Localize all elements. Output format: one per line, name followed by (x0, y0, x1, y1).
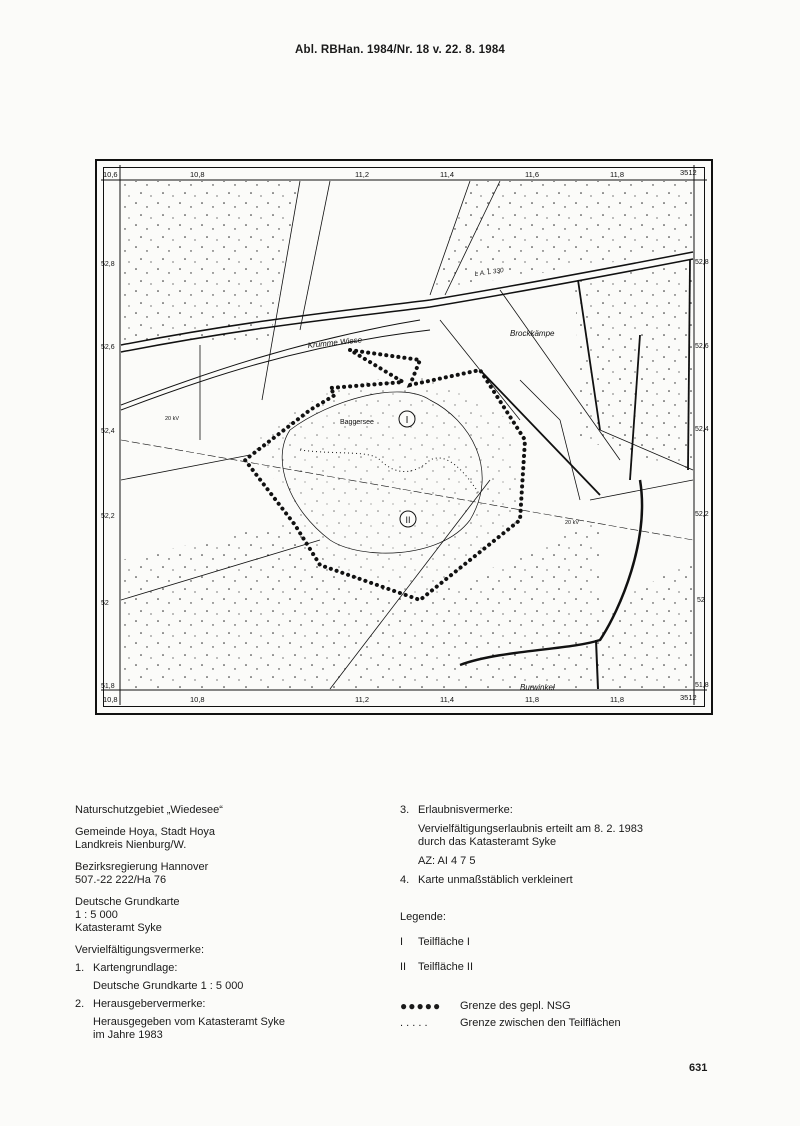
item-text: Karte unmaßstäblich verkleinert (418, 874, 573, 886)
legend-symbol: . . . . . (400, 1017, 428, 1029)
base-map-type: Deutsche Grundkarte (75, 896, 180, 908)
tick-label: 51,8 (695, 682, 709, 689)
map-left-ticks (101, 261, 115, 690)
tick-label: 11,8 (610, 170, 625, 179)
item-1 (75, 962, 375, 975)
tick-label: 3512 (680, 693, 697, 702)
area-marker-two (400, 511, 416, 527)
tick-label: 52,6 (695, 343, 709, 350)
legend-symbol: II (400, 961, 407, 973)
map-right-ticks (695, 259, 709, 689)
legend-heading: Legende: (400, 911, 446, 923)
item-3 (400, 804, 720, 817)
place-burwinkel: Burwinkel (520, 683, 555, 692)
tick-label: 52,6 (101, 344, 115, 351)
legend-text: Teilfläche I (418, 936, 470, 948)
legend-text: Grenze zwischen den Teilflächen (460, 1017, 621, 1029)
tick-label: 3512 (680, 168, 697, 177)
cadastre: Katasteramt Syke (75, 922, 162, 934)
item-number: 4. (400, 874, 410, 886)
voltage-label: 20 kV (165, 416, 180, 422)
file-reference: 507.-22 222/Ha 76 (75, 874, 167, 886)
tick-label: 52,8 (101, 261, 115, 268)
item-3-text: durch das Katasteramt Syke (418, 836, 557, 848)
item-number: 1. (75, 962, 85, 974)
legend-text: Grenze des gepl. NSG (460, 1000, 571, 1012)
tick-label: 52,2 (695, 511, 709, 518)
item-2 (75, 998, 375, 1011)
legend-text: Teilfläche II (418, 961, 474, 973)
map-top-ticks (103, 168, 697, 179)
district: Landkreis Nienburg/W. (75, 839, 187, 851)
tick-label: 52 (697, 597, 705, 604)
area-label-one: I (405, 415, 409, 426)
place-brockkaempe: Brockkämpe (510, 329, 555, 338)
tick-label: 11,2 (355, 170, 370, 179)
place-krumme-wiese: Krumme Wiese (307, 335, 363, 350)
scale: 1 : 5 000 (75, 909, 118, 921)
tick-label: 52 (101, 600, 109, 607)
map-bottom-ticks (103, 693, 697, 704)
tick-label: 10,8 (190, 170, 205, 179)
voltage-label: 20 kV (565, 520, 580, 526)
tick-label: 52,4 (101, 428, 115, 435)
map-drawing (101, 165, 707, 705)
page-number: 631 (689, 1062, 708, 1074)
road-label: L A. L 330 (474, 266, 505, 278)
page-header: Abl. RBHan. 1984/Nr. 18 v. 22. 8. 1984 (294, 44, 506, 56)
item-1-text: Deutsche Grundkarte 1 : 5 000 (93, 980, 244, 992)
copy-notes-heading: Vervielfältigungsvermerke: (75, 944, 205, 956)
right-column (400, 804, 720, 1030)
item-label: Kartengrundlage: (93, 962, 178, 974)
item-number: 3. (400, 804, 410, 816)
item-label: Erlaubnisvermerke: (418, 804, 513, 816)
tick-label: 51,8 (101, 683, 115, 690)
area-marker-one (399, 411, 415, 427)
reserve-title: Naturschutzgebiet „Wiedesee“ (75, 804, 223, 816)
tick-label: 10,6 (103, 170, 118, 179)
place-baggersee: Baggersee (340, 419, 374, 426)
authority: Bezirksregierung Hannover (75, 861, 209, 873)
tick-label: 52,4 (695, 426, 709, 433)
item-3-text: Vervielfältigungserlaubnis erteilt am 8. 2. 1983 (418, 823, 644, 835)
tick-label: 10,8 (103, 695, 118, 704)
item-4 (400, 874, 720, 887)
legend-symbol: ●●●●● (400, 999, 442, 1013)
tick-label: 52,8 (695, 259, 709, 266)
legend-row-two (400, 961, 720, 974)
municipality: Gemeinde Hoya, Stadt Hoya (75, 826, 216, 838)
item-number: 2. (75, 998, 85, 1010)
tick-label: 11,4 (440, 170, 455, 179)
legend-row-divider (400, 1017, 720, 1030)
item-3-ref: AZ: AI 4 7 5 (418, 855, 476, 867)
tick-label: 11,8 (610, 695, 625, 704)
left-column (75, 804, 375, 1042)
tick-label: 10,8 (190, 695, 205, 704)
item-2-text: Herausgegeben vom Katasteramt Syke (93, 1016, 285, 1028)
tick-label: 11,8 (525, 695, 540, 704)
legend-row-one (400, 936, 720, 949)
tick-label: 11,4 (440, 695, 455, 704)
area-label-two: II (405, 515, 411, 525)
item-2-text: im Jahre 1983 (93, 1029, 163, 1041)
tick-label: 11,6 (525, 170, 540, 179)
tick-label: 52,2 (101, 513, 115, 520)
item-label: Herausgebervermerke: (93, 998, 206, 1010)
tick-label: 11,2 (355, 695, 370, 704)
legend-symbol: I (400, 936, 404, 948)
legend-row-border (400, 1000, 720, 1013)
